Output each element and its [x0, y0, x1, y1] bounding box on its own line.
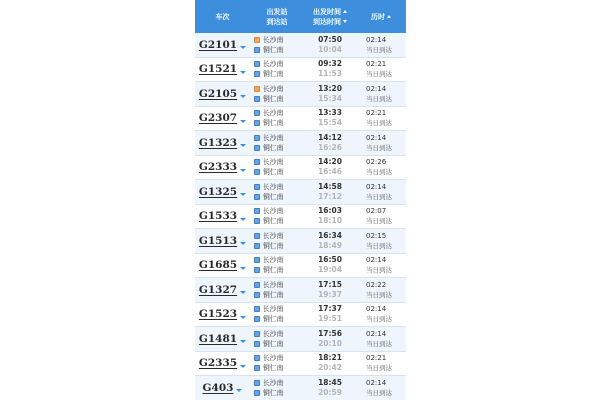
arrive-time: 19:51	[318, 314, 342, 324]
station-cell	[250, 303, 304, 327]
expand-caret-icon[interactable]	[236, 389, 242, 392]
pass-station-icon	[254, 110, 260, 116]
arrive-station: 铜仁南	[263, 143, 284, 152]
arrive-station: 铜仁南	[263, 339, 284, 348]
arrive-station: 铜仁南	[263, 94, 284, 103]
depart-station: 长沙南	[263, 378, 284, 387]
arrive-station: 铜仁南	[263, 290, 284, 299]
table-header	[195, 0, 406, 33]
train-cell[interactable]	[195, 82, 250, 106]
pass-station-icon	[254, 208, 260, 214]
train-cell[interactable]	[195, 352, 250, 376]
pass-station-icon	[254, 355, 260, 361]
expand-caret-icon[interactable]	[240, 120, 246, 123]
depart-time: 14:12	[318, 132, 342, 142]
pass-station-icon	[254, 306, 260, 312]
train-number-link[interactable]: G1685	[198, 259, 238, 272]
expand-caret-icon[interactable]	[240, 316, 246, 319]
arrive-station: 铜仁南	[263, 45, 284, 54]
arrive-station-icon	[254, 316, 260, 322]
time-cell	[304, 278, 356, 302]
arrival-day: 当日到达	[366, 168, 392, 177]
arrive-station: 铜仁南	[263, 364, 284, 373]
expand-caret-icon[interactable]	[240, 71, 246, 74]
train-number-link[interactable]: G1533	[198, 210, 238, 223]
pass-station-icon	[254, 331, 260, 337]
arrive-time: 20:10	[318, 338, 342, 348]
duration-cell	[356, 376, 406, 400]
time-cell	[304, 229, 356, 253]
header-station-arrive: 到达站	[266, 17, 288, 26]
pass-station-icon	[254, 257, 260, 263]
train-cell[interactable]	[195, 205, 250, 229]
table-row[interactable]	[195, 33, 406, 58]
duration-value: 02:21	[366, 60, 387, 69]
time-cell	[304, 254, 356, 278]
depart-station: 长沙南	[263, 133, 284, 142]
train-cell[interactable]	[195, 327, 250, 351]
depart-station: 长沙南	[263, 84, 284, 93]
arrive-station-icon	[254, 390, 260, 396]
table-row[interactable]	[195, 205, 406, 230]
arrive-time: 15:34	[318, 93, 342, 103]
arrive-station-icon	[254, 365, 260, 371]
time-cell	[304, 58, 356, 82]
duration-cell	[356, 156, 406, 180]
header-station-depart: 出发站	[266, 7, 288, 16]
train-number-link[interactable]: G2101	[198, 38, 238, 51]
table-row[interactable]	[195, 82, 406, 107]
time-cell	[304, 82, 356, 106]
arrive-station-icon	[254, 47, 260, 53]
depart-time: 16:03	[318, 206, 342, 216]
train-number-link[interactable]: G1521	[198, 63, 238, 76]
depart-station: 长沙南	[263, 207, 284, 216]
station-cell	[250, 156, 304, 180]
origin-station-icon	[254, 86, 260, 92]
duration-cell	[356, 180, 406, 204]
train-number-link[interactable]: G1481	[198, 332, 238, 345]
table-row[interactable]	[195, 229, 406, 254]
arrive-time: 16:46	[318, 167, 342, 177]
arrival-day: 当日到达	[366, 192, 392, 201]
arrive-time: 16:26	[318, 142, 342, 152]
depart-time: 14:58	[318, 181, 342, 191]
arrival-day: 当日到达	[366, 70, 392, 79]
arrive-station: 铜仁南	[263, 217, 284, 226]
arrival-day: 当日到达	[366, 94, 392, 103]
duration-value: 02:07	[366, 207, 387, 216]
sort-down-icon[interactable]	[343, 20, 347, 23]
time-cell	[304, 303, 356, 327]
arrive-station: 铜仁南	[263, 241, 284, 250]
arrival-day: 当日到达	[366, 266, 392, 275]
arrive-time: 20:42	[318, 363, 342, 373]
pass-station-icon	[254, 184, 260, 190]
train-number-link[interactable]: G1325	[198, 185, 238, 198]
arrive-station-icon	[254, 169, 260, 175]
sort-up-icon[interactable]	[343, 10, 347, 13]
station-cell	[250, 376, 304, 400]
expand-caret-icon[interactable]	[240, 340, 246, 343]
arrival-day: 当日到达	[366, 45, 392, 54]
duration-value: 02:14	[366, 84, 387, 93]
station-cell	[250, 82, 304, 106]
depart-time: 17:15	[318, 279, 342, 289]
train-number-link[interactable]: G2335	[198, 357, 238, 370]
station-cell	[250, 205, 304, 229]
table-row[interactable]	[195, 327, 406, 352]
depart-time: 16:50	[318, 255, 342, 265]
arrive-time: 18:49	[318, 240, 342, 250]
expand-caret-icon[interactable]	[240, 267, 246, 270]
time-cell	[304, 205, 356, 229]
train-cell[interactable]	[195, 107, 250, 131]
depart-station: 长沙南	[263, 60, 284, 69]
depart-station: 长沙南	[263, 280, 284, 289]
arrive-station: 铜仁南	[263, 388, 284, 397]
duration-cell	[356, 278, 406, 302]
train-cell[interactable]	[195, 33, 250, 57]
duration-value: 02:21	[366, 109, 387, 118]
header-time[interactable]	[304, 0, 356, 33]
depart-station: 长沙南	[263, 231, 284, 240]
arrive-station: 铜仁南	[263, 192, 284, 201]
duration-value: 02:14	[366, 329, 387, 338]
train-cell[interactable]	[195, 131, 250, 155]
train-cell[interactable]	[195, 58, 250, 82]
table-row[interactable]	[195, 254, 406, 279]
depart-time: 16:34	[318, 230, 342, 240]
time-cell	[304, 107, 356, 131]
time-cell	[304, 131, 356, 155]
duration-cell	[356, 327, 406, 351]
station-cell	[250, 33, 304, 57]
arrival-day: 当日到达	[366, 290, 392, 299]
train-cell[interactable]	[195, 278, 250, 302]
train-number-link[interactable]: G2105	[198, 87, 238, 100]
station-cell	[250, 107, 304, 131]
duration-value: 02:14	[366, 133, 387, 142]
duration-cell	[356, 58, 406, 82]
arrive-time: 10:04	[318, 44, 342, 54]
depart-time: 13:20	[318, 83, 342, 93]
arrival-day: 当日到达	[366, 143, 392, 152]
train-schedule-table	[195, 0, 406, 400]
table-row[interactable]	[195, 352, 406, 377]
train-number-link[interactable]: G1523	[198, 308, 238, 321]
depart-time: 18:21	[318, 353, 342, 363]
arrive-time: 20:59	[318, 387, 342, 397]
time-cell	[304, 156, 356, 180]
arrive-station-icon	[254, 267, 260, 273]
duration-cell	[356, 205, 406, 229]
arrive-time: 18:10	[318, 216, 342, 226]
duration-cell	[356, 254, 406, 278]
table-row[interactable]	[195, 131, 406, 156]
arrive-station: 铜仁南	[263, 168, 284, 177]
arrive-station-icon	[254, 145, 260, 151]
train-number-link[interactable]: G1513	[198, 234, 238, 247]
duration-value: 02:26	[366, 158, 387, 167]
arrive-time: 19:37	[318, 289, 342, 299]
duration-value: 02:14	[366, 256, 387, 265]
train-cell[interactable]	[195, 376, 250, 400]
header-time-arrive: 到达时间	[313, 17, 341, 26]
expand-caret-icon[interactable]	[240, 242, 246, 245]
arrive-time: 19:04	[318, 265, 342, 275]
depart-time: 07:50	[318, 34, 342, 44]
depart-station: 长沙南	[263, 35, 284, 44]
duration-value: 02:14	[366, 35, 387, 44]
station-cell	[250, 58, 304, 82]
arrival-day: 当日到达	[366, 364, 392, 373]
train-cell[interactable]	[195, 180, 250, 204]
table-row[interactable]	[195, 156, 406, 181]
station-cell	[250, 278, 304, 302]
depart-time: 09:32	[318, 59, 342, 69]
depart-station: 长沙南	[263, 109, 284, 118]
header-time-depart: 出发时间	[313, 7, 341, 16]
time-cell	[304, 327, 356, 351]
expand-caret-icon[interactable]	[240, 365, 246, 368]
station-cell	[250, 327, 304, 351]
arrive-station: 铜仁南	[263, 266, 284, 275]
arrive-station: 铜仁南	[263, 119, 284, 128]
depart-station: 长沙南	[263, 158, 284, 167]
arrive-station-icon	[254, 341, 260, 347]
pass-station-icon	[254, 159, 260, 165]
depart-time: 18:45	[318, 377, 342, 387]
depart-station: 长沙南	[263, 182, 284, 191]
pass-station-icon	[254, 233, 260, 239]
table-row[interactable]	[195, 58, 406, 83]
duration-value: 02:22	[366, 280, 387, 289]
duration-cell	[356, 107, 406, 131]
expand-caret-icon[interactable]	[240, 193, 246, 196]
depart-time: 17:37	[318, 304, 342, 314]
train-cell[interactable]	[195, 303, 250, 327]
header-duration-label: 历时	[371, 12, 385, 21]
train-number-link[interactable]: G403	[202, 381, 234, 394]
depart-station: 长沙南	[263, 256, 284, 265]
duration-cell	[356, 82, 406, 106]
header-station[interactable]	[250, 0, 304, 33]
expand-caret-icon[interactable]	[240, 169, 246, 172]
duration-value: 02:14	[366, 182, 387, 191]
expand-caret-icon[interactable]	[240, 144, 246, 147]
pass-station-icon	[254, 61, 260, 67]
arrival-day: 当日到达	[366, 315, 392, 324]
depart-time: 17:56	[318, 328, 342, 338]
time-cell	[304, 180, 356, 204]
arrival-day: 当日到达	[366, 119, 392, 128]
arrive-station: 铜仁南	[263, 70, 284, 79]
arrive-station: 铜仁南	[263, 315, 284, 324]
arrive-station-icon	[254, 218, 260, 224]
train-number-link[interactable]: G2307	[198, 112, 238, 125]
train-number-link[interactable]: G1323	[198, 136, 238, 149]
arrive-station-icon	[254, 71, 260, 77]
pass-station-icon	[254, 282, 260, 288]
depart-station: 长沙南	[263, 305, 284, 314]
pass-station-icon	[254, 135, 260, 141]
train-number-link[interactable]: G2333	[198, 161, 238, 174]
depart-time: 13:33	[318, 108, 342, 118]
table-row[interactable]	[195, 376, 406, 400]
arrive-station-icon	[254, 292, 260, 298]
station-cell	[250, 352, 304, 376]
arrive-time: 11:53	[318, 69, 342, 79]
train-cell[interactable]	[195, 254, 250, 278]
station-cell	[250, 131, 304, 155]
duration-cell	[356, 352, 406, 376]
time-cell	[304, 33, 356, 57]
expand-caret-icon[interactable]	[240, 95, 246, 98]
table-row[interactable]	[195, 278, 406, 303]
expand-caret-icon[interactable]	[240, 291, 246, 294]
duration-value: 02:21	[366, 354, 387, 363]
train-number-link[interactable]: G1327	[198, 283, 238, 296]
arrival-day: 当日到达	[366, 388, 392, 397]
duration-value: 02:15	[366, 231, 387, 240]
train-cell[interactable]	[195, 156, 250, 180]
station-cell	[250, 254, 304, 278]
station-cell	[250, 229, 304, 253]
arrive-station-icon	[254, 120, 260, 126]
table-row[interactable]	[195, 180, 406, 205]
duration-cell	[356, 229, 406, 253]
arrive-station-icon	[254, 194, 260, 200]
expand-caret-icon[interactable]	[240, 218, 246, 221]
header-train[interactable]: 车次	[215, 12, 230, 21]
duration-cell	[356, 303, 406, 327]
origin-station-icon	[254, 37, 260, 43]
arrival-day: 当日到达	[366, 339, 392, 348]
depart-time: 14:20	[318, 157, 342, 167]
duration-value: 02:14	[366, 305, 387, 314]
arrive-station-icon	[254, 243, 260, 249]
table-row[interactable]	[195, 303, 406, 328]
duration-value: 02:14	[366, 378, 387, 387]
arrive-station-icon	[254, 96, 260, 102]
station-cell	[250, 180, 304, 204]
arrival-day: 当日到达	[366, 217, 392, 226]
pass-station-icon	[254, 380, 260, 386]
time-cell	[304, 376, 356, 400]
time-cell	[304, 352, 356, 376]
header-duration[interactable]	[356, 0, 406, 33]
arrive-time: 15:54	[318, 118, 342, 128]
table-body	[195, 33, 406, 400]
duration-cell	[356, 131, 406, 155]
depart-station: 长沙南	[263, 354, 284, 363]
depart-station: 长沙南	[263, 329, 284, 338]
duration-cell	[356, 33, 406, 57]
sort-up-icon[interactable]	[387, 15, 391, 18]
arrival-day: 当日到达	[366, 241, 392, 250]
table-row[interactable]	[195, 107, 406, 132]
expand-caret-icon[interactable]	[240, 46, 246, 49]
train-cell[interactable]	[195, 229, 250, 253]
arrive-time: 17:12	[318, 191, 342, 201]
